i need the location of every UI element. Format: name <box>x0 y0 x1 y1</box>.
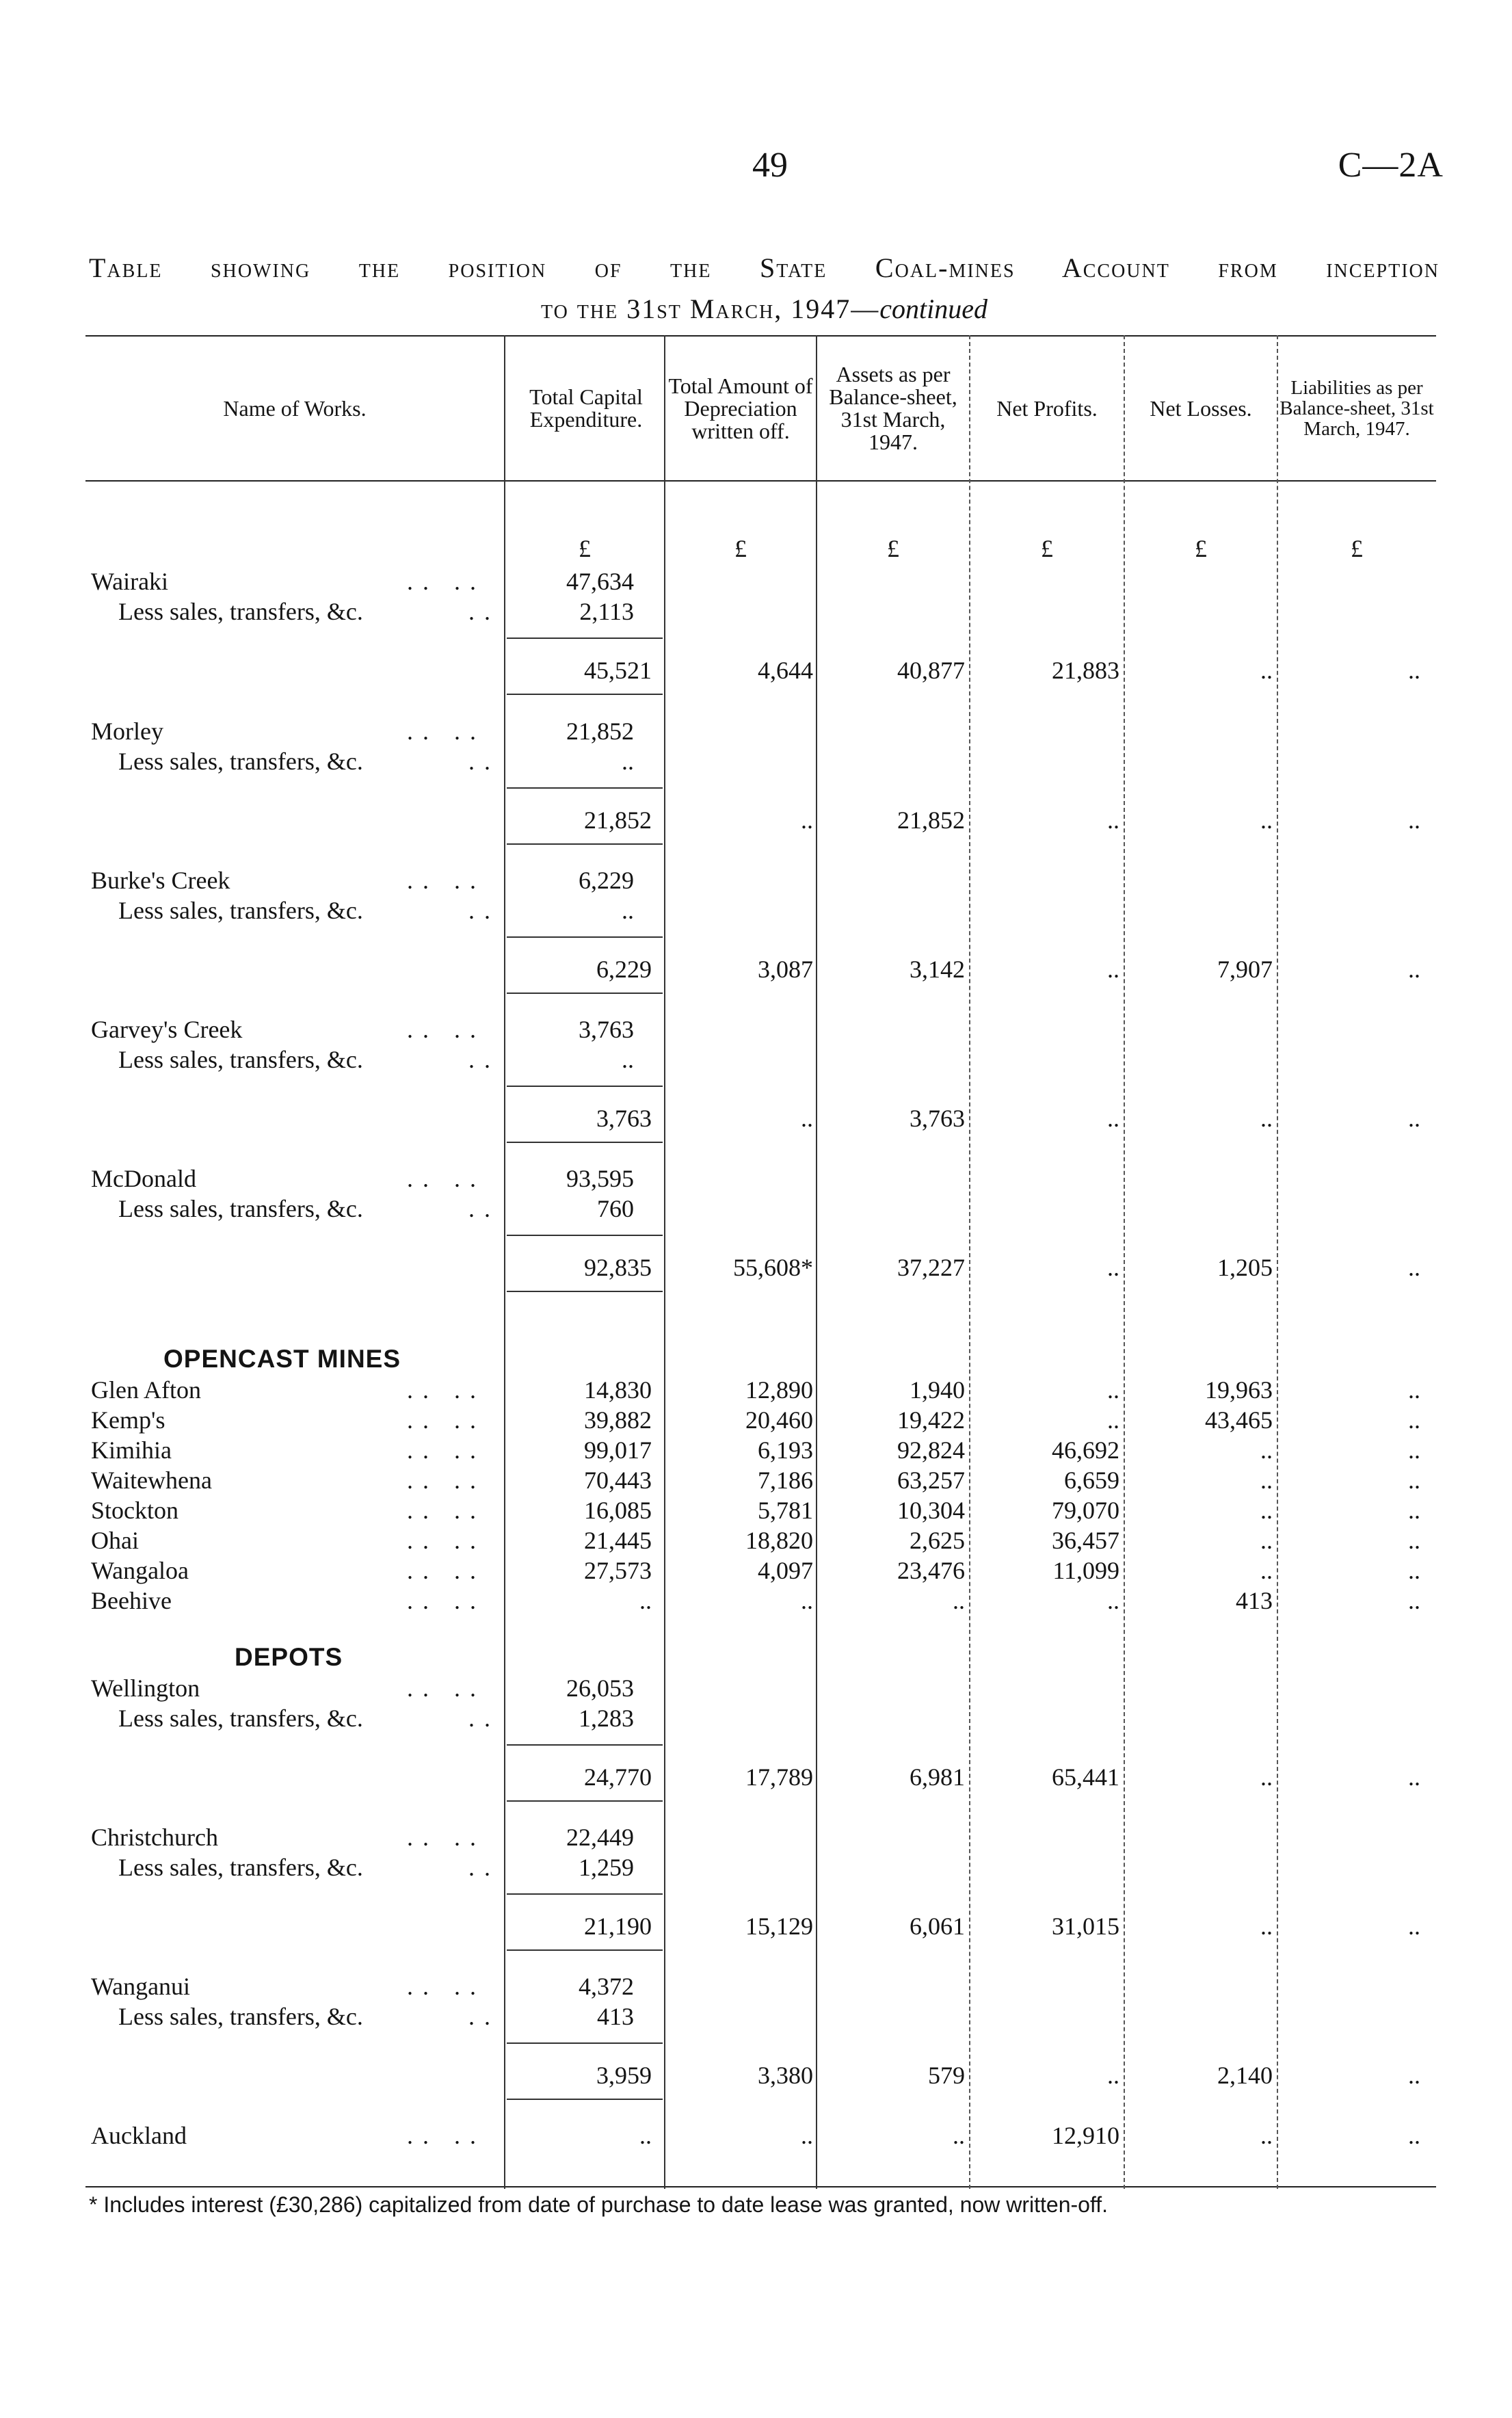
depot-row-0-capital: 24,770 <box>584 1763 652 1791</box>
depot-row-2-gross: 4,372 <box>579 1973 634 2000</box>
header-liabilities: Liabilities as per Balance-sheet, 31st March, 1947. <box>1279 377 1434 440</box>
col-rule-2 <box>664 335 665 2189</box>
works-row-3-losses: .. <box>1260 1105 1273 1132</box>
opencast-row-7-depreciation: .. <box>801 1587 813 1614</box>
opencast-row-6-losses: .. <box>1260 1557 1273 1584</box>
opencast-row-3-losses: .. <box>1260 1467 1273 1494</box>
depot-row-0-less-label-leader: .. <box>468 1705 500 1732</box>
depot-auckland-name: Auckland <box>91 2122 187 2149</box>
depot-row-2-assets: 579 <box>928 2062 965 2089</box>
opencast-row-6-capital: 27,573 <box>584 1557 652 1584</box>
opencast-row-1-profits: .. <box>1107 1406 1119 1434</box>
depot-row-0-gross: 26,053 <box>566 1674 634 1702</box>
works-row-2-total-rule <box>507 993 663 994</box>
depot-row-1-gross: 22,449 <box>566 1824 634 1851</box>
depot-auckland-capital: .. <box>639 2122 652 2149</box>
works-row-3-liabilities: .. <box>1408 1105 1420 1132</box>
works-row-3-assets: 3,763 <box>910 1105 965 1132</box>
opencast-row-2-capital: 99,017 <box>584 1436 652 1464</box>
opencast-row-5-capital: 21,445 <box>584 1527 652 1554</box>
works-row-4-less: 760 <box>597 1195 634 1222</box>
opencast-row-3-name-leader: .. .. <box>407 1467 486 1494</box>
works-row-3-profits: .. <box>1107 1105 1119 1132</box>
opencast-row-5-depreciation: 18,820 <box>745 1527 813 1554</box>
works-row-3-total-rule <box>507 1142 663 1143</box>
depot-row-2-losses: 2,140 <box>1217 2062 1273 2089</box>
opencast-row-1-name: Kemp's <box>91 1406 165 1434</box>
opencast-row-7-assets: .. <box>953 1587 965 1614</box>
depot-row-0-losses: .. <box>1260 1763 1273 1791</box>
opencast-row-3-capital: 70,443 <box>584 1467 652 1494</box>
works-row-2-less: .. <box>622 897 634 924</box>
currency-profits: £ <box>1041 535 1053 562</box>
works-row-3-less-label: Less sales, transfers, &c. <box>118 1046 363 1073</box>
opencast-row-0-losses: 19,963 <box>1205 1376 1273 1404</box>
works-row-0-less: 2,113 <box>579 598 634 625</box>
header-bottom-rule <box>85 480 1436 482</box>
depot-row-1-liabilities: .. <box>1408 1913 1420 1940</box>
depot-row-0-name: Wellington <box>91 1674 200 1702</box>
opencast-row-4-capital: 16,085 <box>584 1497 652 1524</box>
opencast-row-2-assets: 92,824 <box>897 1436 965 1464</box>
opencast-row-1-capital: 39,882 <box>584 1406 652 1434</box>
works-row-4-less-label: Less sales, transfers, &c. <box>118 1195 363 1222</box>
opencast-row-1-losses: 43,465 <box>1205 1406 1273 1434</box>
depot-row-2-less-label-leader: .. <box>468 2003 500 2030</box>
opencast-row-6-assets: 23,476 <box>897 1557 965 1584</box>
opencast-row-3-assets: 63,257 <box>897 1467 965 1494</box>
opencast-row-6-liabilities: .. <box>1408 1557 1420 1584</box>
currency-assets: £ <box>887 535 899 562</box>
coal-mines-account-table <box>85 335 1436 2189</box>
works-row-3-gross: 3,763 <box>579 1016 634 1043</box>
depot-row-0-less-label: Less sales, transfers, &c. <box>118 1705 363 1732</box>
depots-heading: DEPOTS <box>235 1643 343 1671</box>
currency-capital: £ <box>579 535 591 562</box>
depot-row-2-profits: .. <box>1107 2062 1119 2089</box>
works-row-2-assets: 3,142 <box>910 956 965 983</box>
depot-row-0-liabilities: .. <box>1408 1763 1420 1791</box>
opencast-row-1-name-leader: .. .. <box>407 1406 486 1434</box>
opencast-row-2-name-leader: .. .. <box>407 1436 486 1464</box>
opencast-row-4-losses: .. <box>1260 1497 1273 1524</box>
header-net-profits: Net Profits. <box>996 395 1098 421</box>
works-row-3-subtotal-rule <box>507 1086 663 1087</box>
works-row-0-losses: .. <box>1260 657 1273 684</box>
works-row-0-capital: 45,521 <box>584 657 652 684</box>
depot-row-2-depreciation: 3,380 <box>758 2062 813 2089</box>
opencast-row-7-name: Beehive <box>91 1587 172 1614</box>
depot-row-2-name-leader: .. .. <box>407 1973 486 2000</box>
works-row-2-profits: .. <box>1107 956 1119 983</box>
footnote: * Includes interest (£30,286) capitalized from date of purchase to date lease was granted, now written-off. <box>89 2192 1109 2217</box>
table-top-rule <box>85 335 1436 337</box>
opencast-row-5-assets: 2,625 <box>910 1527 965 1554</box>
depot-auckland-depreciation: .. <box>801 2122 813 2149</box>
header-name-of-works: Name of Works. <box>223 395 367 421</box>
depot-auckland-assets: .. <box>953 2122 965 2149</box>
works-row-2-subtotal-rule <box>507 936 663 938</box>
opencast-row-0-capital: 14,830 <box>584 1376 652 1404</box>
works-row-0-liabilities: .. <box>1408 657 1420 684</box>
opencast-row-7-name-leader: .. .. <box>407 1587 486 1614</box>
col-rule-5 <box>1124 335 1125 2189</box>
opencast-row-4-profits: 79,070 <box>1052 1497 1119 1524</box>
depot-row-0-profits: 65,441 <box>1052 1763 1119 1791</box>
table-title <box>89 248 1440 330</box>
works-row-3-capital: 3,763 <box>596 1105 652 1132</box>
opencast-row-2-depreciation: 6,193 <box>758 1436 813 1464</box>
opencast-row-5-profits: 36,457 <box>1052 1527 1119 1554</box>
opencast-row-5-liabilities: .. <box>1408 1527 1420 1554</box>
works-row-2-liabilities: .. <box>1408 956 1420 983</box>
works-row-4-name: McDonald <box>91 1165 196 1192</box>
works-row-1-name: Morley <box>91 718 163 745</box>
opencast-row-3-name: Waitewhena <box>91 1467 213 1494</box>
depot-row-1-name: Christchurch <box>91 1824 218 1851</box>
depot-auckland-profits: 12,910 <box>1052 2122 1119 2149</box>
works-row-1-gross: 21,852 <box>566 718 634 745</box>
depot-row-2-total-rule <box>507 2099 663 2100</box>
depot-auckland-losses: .. <box>1260 2122 1273 2149</box>
works-row-4-capital: 92,835 <box>584 1254 652 1281</box>
opencast-row-0-name: Glen Afton <box>91 1376 201 1404</box>
works-row-2-name-leader: .. .. <box>407 867 486 894</box>
works-row-4-losses: 1,205 <box>1217 1254 1273 1281</box>
title-line-2 <box>89 289 1440 330</box>
opencast-row-6-name-leader: .. .. <box>407 1557 486 1584</box>
works-row-1-total-rule <box>507 843 663 845</box>
works-row-3-name-leader: .. .. <box>407 1016 486 1043</box>
opencast-row-0-liabilities: .. <box>1408 1376 1420 1404</box>
opencast-row-0-assets: 1,940 <box>910 1376 965 1404</box>
header-depreciation: Total Amount of Depreciation written off. <box>668 373 813 443</box>
opencast-row-5-name-leader: .. .. <box>407 1527 486 1554</box>
opencast-heading: OPENCAST MINES <box>163 1345 401 1373</box>
works-row-3-depreciation: .. <box>801 1105 813 1132</box>
opencast-row-2-liabilities: .. <box>1408 1436 1420 1464</box>
depot-row-2-liabilities: .. <box>1408 2062 1420 2089</box>
works-row-1-assets: 21,852 <box>897 806 965 834</box>
works-row-2-less-label: Less sales, transfers, &c. <box>118 897 363 924</box>
currency-liabilities: £ <box>1351 535 1363 562</box>
works-row-4-profits: .. <box>1107 1254 1119 1281</box>
opencast-row-1-depreciation: 20,460 <box>745 1406 813 1434</box>
works-row-0-gross: 47,634 <box>566 568 634 595</box>
depot-row-0-name-leader: .. .. <box>407 1674 486 1702</box>
depot-auckland-name-leader: .. .. <box>407 2122 486 2149</box>
depot-row-2-name: Wanganui <box>91 1973 191 2000</box>
title-line-1: Table showing the position of the State Coal-mines Account from inception <box>89 252 1440 283</box>
opencast-row-4-name-leader: .. .. <box>407 1497 486 1524</box>
works-row-4-subtotal-rule <box>507 1235 663 1236</box>
currency-depreciation: £ <box>734 535 747 562</box>
opencast-row-7-losses: 413 <box>1236 1587 1273 1614</box>
opencast-row-4-depreciation: 5,781 <box>758 1497 813 1524</box>
depot-row-2-subtotal-rule <box>507 2042 663 2044</box>
depot-row-1-assets: 6,061 <box>910 1913 965 1940</box>
depot-auckland-liabilities: .. <box>1408 2122 1420 2149</box>
depot-row-1-profits: 31,015 <box>1052 1913 1119 1940</box>
opencast-row-6-depreciation: 4,097 <box>758 1557 813 1584</box>
opencast-row-2-losses: .. <box>1260 1436 1273 1464</box>
works-row-0-total-rule <box>507 694 663 695</box>
works-row-1-less-label: Less sales, transfers, &c. <box>118 748 363 775</box>
works-row-1-depreciation: .. <box>801 806 813 834</box>
opencast-row-6-profits: 11,099 <box>1052 1557 1119 1584</box>
works-row-3-name: Garvey's Creek <box>91 1016 243 1043</box>
works-row-4-total-rule <box>507 1291 663 1292</box>
depot-row-1-less-label-leader: .. <box>468 1854 500 1881</box>
works-row-3-less: .. <box>622 1046 634 1073</box>
header-net-losses: Net Losses. <box>1150 395 1252 421</box>
depot-row-1-total-rule <box>507 1949 663 1951</box>
works-row-2-capital: 6,229 <box>596 956 652 983</box>
works-row-1-losses: .. <box>1260 806 1273 834</box>
works-row-1-less-label-leader: .. <box>468 748 500 775</box>
works-row-0-less-label: Less sales, transfers, &c. <box>118 598 363 625</box>
col-rule-3 <box>816 335 817 2189</box>
depot-row-0-subtotal-rule <box>507 1744 663 1746</box>
opencast-row-4-assets: 10,304 <box>897 1497 965 1524</box>
col-rule-4 <box>969 335 970 2189</box>
currency-losses: £ <box>1195 535 1207 562</box>
depot-row-1-name-leader: .. .. <box>407 1824 486 1851</box>
works-row-4-assets: 37,227 <box>897 1254 965 1281</box>
works-row-0-name-leader: .. .. <box>407 568 486 595</box>
table-bottom-rule <box>85 2186 1436 2187</box>
page-number: 49 <box>752 146 788 185</box>
works-row-4-gross: 93,595 <box>566 1165 634 1192</box>
works-row-0-less-label-leader: .. <box>468 598 500 625</box>
works-row-1-profits: .. <box>1107 806 1119 834</box>
opencast-row-5-name: Ohai <box>91 1527 139 1554</box>
title-line-2-text: to the 31st March, 1947— <box>540 293 880 324</box>
opencast-row-3-profits: 6,659 <box>1064 1467 1119 1494</box>
works-row-1-subtotal-rule <box>507 787 663 789</box>
works-row-1-name-leader: .. .. <box>407 718 486 745</box>
opencast-row-0-name-leader: .. .. <box>407 1376 486 1404</box>
depot-row-0-less: 1,283 <box>579 1705 634 1732</box>
opencast-row-6-name: Wangaloa <box>91 1557 189 1584</box>
works-row-2-less-label-leader: .. <box>468 897 500 924</box>
col-rule-1 <box>504 335 505 2189</box>
works-row-4-liabilities: .. <box>1408 1254 1420 1281</box>
works-row-1-capital: 21,852 <box>584 806 652 834</box>
opencast-row-1-assets: 19,422 <box>897 1406 965 1434</box>
opencast-row-0-profits: .. <box>1107 1376 1119 1404</box>
page-code: C—2A <box>1338 146 1444 185</box>
works-row-2-losses: 7,907 <box>1217 956 1273 983</box>
opencast-row-3-liabilities: .. <box>1408 1467 1420 1494</box>
opencast-row-4-name: Stockton <box>91 1497 179 1524</box>
opencast-row-2-name: Kimihia <box>91 1436 172 1464</box>
works-row-1-liabilities: .. <box>1408 806 1420 834</box>
depot-row-0-assets: 6,981 <box>910 1763 965 1791</box>
header-assets: Assets as per Balance-sheet, 31st March, 1947. <box>829 362 957 454</box>
works-row-0-name: Wairaki <box>91 568 169 595</box>
works-row-2-depreciation: 3,087 <box>758 956 813 983</box>
depot-row-1-less: 1,259 <box>579 1854 634 1881</box>
works-row-4-name-leader: .. .. <box>407 1165 486 1192</box>
opencast-row-2-profits: 46,692 <box>1052 1436 1119 1464</box>
depot-row-2-capital: 3,959 <box>596 2062 652 2089</box>
works-row-4-depreciation: 55,608* <box>733 1254 813 1281</box>
col-rule-6 <box>1277 335 1278 2189</box>
depot-row-0-total-rule <box>507 1800 663 1802</box>
depot-row-1-depreciation: 15,129 <box>745 1913 813 1940</box>
depot-row-2-less-label: Less sales, transfers, &c. <box>118 2003 363 2030</box>
works-row-2-name: Burke's Creek <box>91 867 230 894</box>
depot-row-0-depreciation: 17,789 <box>745 1763 813 1791</box>
works-row-1-less: .. <box>622 748 634 775</box>
depot-row-1-subtotal-rule <box>507 1893 663 1895</box>
opencast-row-7-capital: .. <box>639 1587 652 1614</box>
depot-row-2-less: 413 <box>597 2003 634 2030</box>
header-capital: Total Capital Expenditure. <box>529 384 643 432</box>
depot-row-1-losses: .. <box>1260 1913 1273 1940</box>
opencast-row-5-losses: .. <box>1260 1527 1273 1554</box>
depot-row-1-less-label: Less sales, transfers, &c. <box>118 1854 363 1881</box>
opencast-row-0-depreciation: 12,890 <box>745 1376 813 1404</box>
works-row-0-profits: 21,883 <box>1052 657 1119 684</box>
works-row-3-less-label-leader: .. <box>468 1046 500 1073</box>
works-row-0-subtotal-rule <box>507 638 663 639</box>
opencast-row-1-liabilities: .. <box>1408 1406 1420 1434</box>
opencast-row-3-depreciation: 7,186 <box>758 1467 813 1494</box>
opencast-row-7-liabilities: .. <box>1408 1587 1420 1614</box>
works-row-2-gross: 6,229 <box>579 867 634 894</box>
opencast-row-4-liabilities: .. <box>1408 1497 1420 1524</box>
opencast-row-7-profits: .. <box>1107 1587 1119 1614</box>
title-continued: continued <box>879 293 987 324</box>
works-row-0-depreciation: 4,644 <box>758 657 813 684</box>
works-row-0-assets: 40,877 <box>897 657 965 684</box>
works-row-4-less-label-leader: .. <box>468 1195 500 1222</box>
depot-row-1-capital: 21,190 <box>584 1913 652 1940</box>
